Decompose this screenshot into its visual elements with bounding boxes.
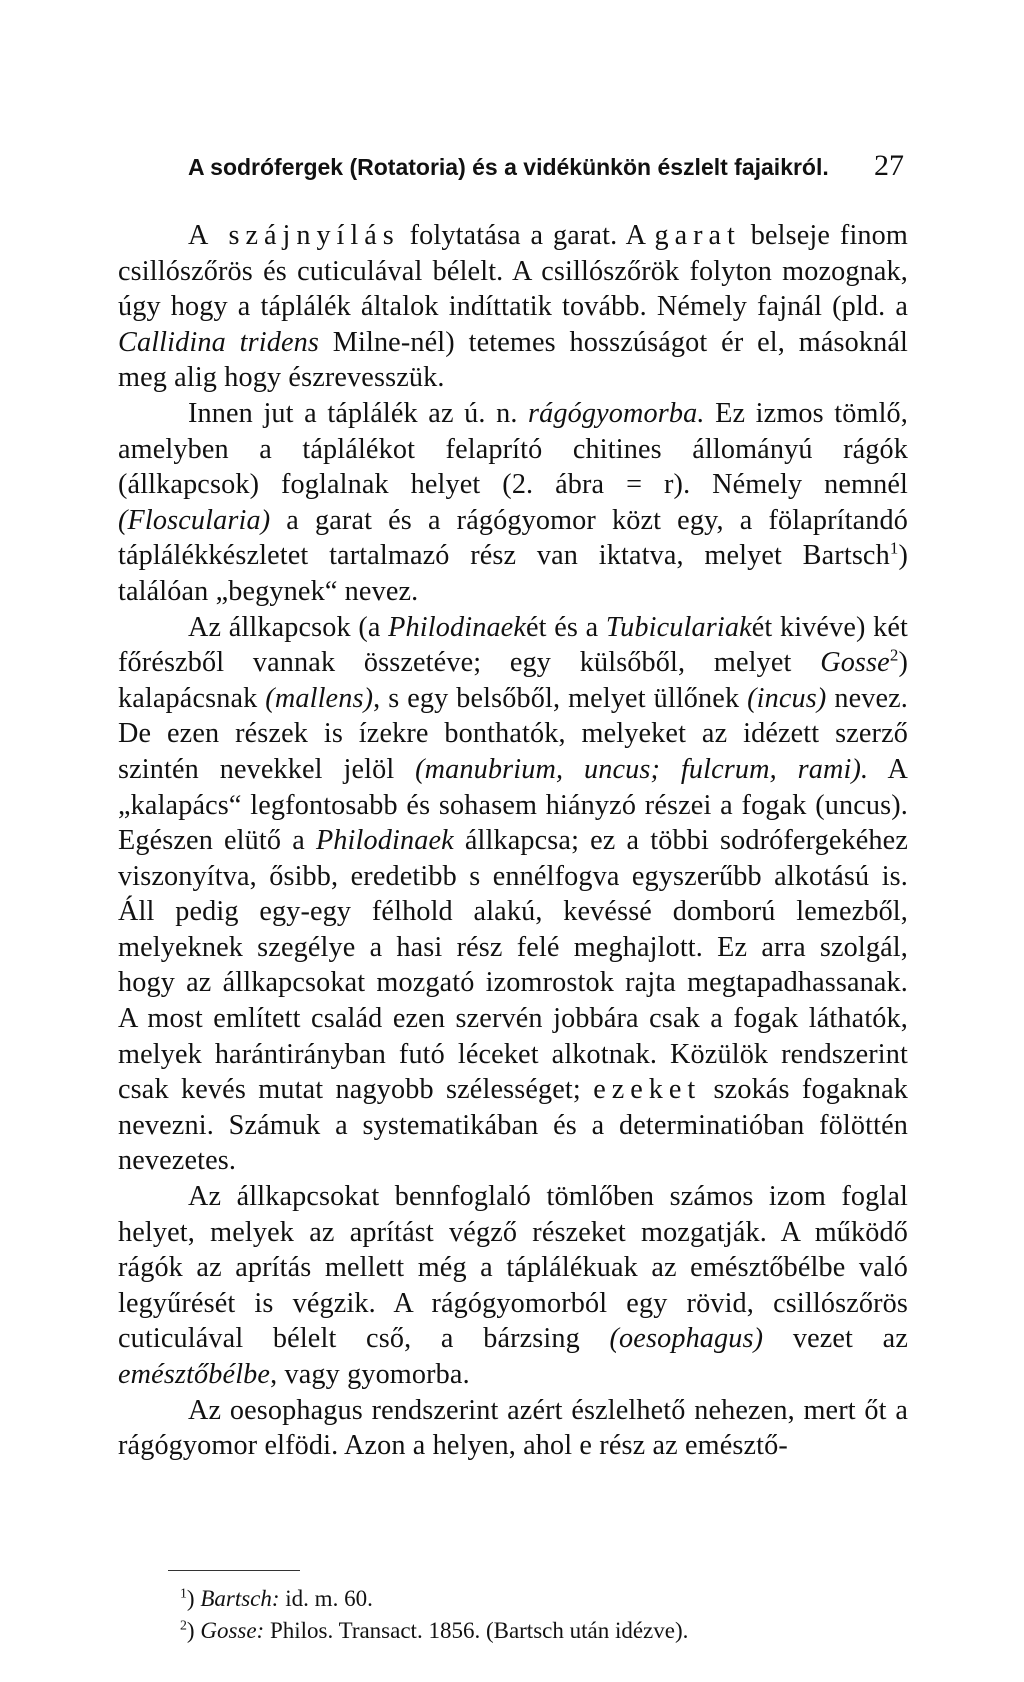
text-run: Philodinaek <box>315 825 454 857</box>
text-run: , vagy gyomorba. <box>270 1359 470 1390</box>
body-text <box>118 218 908 1464</box>
text-run: id. m. 60. <box>279 1586 373 1611</box>
text-run: A „kalapács“ legfontosabb és sohasem hiányzó részei a fogak (uncus). Egészen elütő a <box>118 753 908 857</box>
page-number: 27 <box>874 149 904 182</box>
text-run: vezet az <box>763 1323 908 1355</box>
text-run: Ez izmos tömlő, amelyben a táplálékot felaprító chitines állományú rágók (állkapcsok) foglalnak helyet (2. ábra = r). Némely nemnél <box>118 397 908 501</box>
text-run: (mallens) <box>265 682 374 714</box>
text-run: Az állkapcsokat bennfoglaló tömlőben számos izom foglal helyet, melyek az aprítást végző részeket mozgatják. A működő rágók az aprítás mellett még a táplálékuak az emésztőbélbe való legyűrését is végzik. A rágógyomorból egy rövid, csillószőrös cuticulával bélelt cső, a bárzsing <box>118 1181 908 1355</box>
text-run: garat <box>654 220 741 251</box>
paragraph <box>118 610 908 1180</box>
text-run: szokás fogaknak nevezni. Számuk a systematikában és a determinatióban fölöttén nevezetes. <box>118 1074 908 1177</box>
text-run: Az oesophagus rendszerint azért észlelhető nehezen, mert őt a rágógyomor elfödi. Azon a helyen, ahol e rész az emésztő- <box>118 1394 908 1462</box>
text-run: a garat és a rágógyomor közt egy, a fölaprítandó táplálékkészletet tartalmazó rész van iktatva, melyet Bartsch <box>118 504 908 572</box>
text-run: ) találóan „begynek“ nevez. <box>118 540 908 607</box>
paragraph <box>118 1393 908 1464</box>
text-run: Innen jut a táplálék az ú. n. <box>188 397 529 429</box>
text-run: Philos. Transact. 1856. (Bartsch után idézve). <box>264 1618 689 1643</box>
text-run: ) kalapácsnak <box>118 647 908 714</box>
footnote-ref: 1 <box>180 1585 187 1601</box>
text-run: Philodinaek <box>388 611 527 643</box>
text-run: , s egy belsőből, melyet üllőnek <box>373 682 748 714</box>
text-run: Az állkapcsok (a <box>188 611 389 643</box>
text-run: Gosse <box>820 647 890 679</box>
paragraph <box>118 1179 908 1393</box>
text-run: nevez. De ezen részek is ízekre bonthatók, melyeket az idézett szerző szintén nevekkel jelöl <box>118 682 909 785</box>
running-title: A sodrófergek (Rotatoria) és a vidékünkön észlelt fajaikról. <box>188 154 829 180</box>
text-run: A szájnyílás <box>188 220 400 251</box>
text-run: Gosse: <box>200 1618 265 1643</box>
text-run: (manubrium, uncus; fulcrum, rami). <box>415 753 869 785</box>
paragraph <box>118 396 908 610</box>
running-header <box>188 148 904 185</box>
text-run: Tubiculariak <box>605 611 752 643</box>
footnote-ref: 2 <box>889 645 899 665</box>
text-run: rágógyomorba. <box>528 397 705 429</box>
text-run: folytatása a garat. A <box>399 220 655 251</box>
text-run: ét kivéve) két főrészből vannak összetéve; egy külsőből, melyet <box>118 611 908 679</box>
text-run: emésztőbélbe <box>118 1359 271 1390</box>
text-run: ) <box>186 1618 201 1643</box>
text-run: Bartsch: <box>200 1586 280 1611</box>
text-run: (oesophagus) <box>609 1323 764 1355</box>
text-run: állkapcsa; ez a többi sodrófergekéhez viszonyítva, ősibb, eredetibb s ennélfogva egyszerűbb alkotású is. Áll pedig egy-egy félhold alakú, kevéssé domború lemezből, melyeknek szegélye a hasi rész felé meghajlott. Ez arra szolgál, hogy az állkapcsokat mozgató izomrostok rajta megtapadhassanak. A most említett család ezen szervén jobbára csak a fogak láthatók, melyek harántirányban futó léceket alkotnak. Közülök rendszerint csak kevés mutat nagyobb szélességet; <box>118 825 908 1106</box>
footnote-ref: 2 <box>180 1617 187 1633</box>
text-run: Milne-nél) tetemes hosszúságot ér el, másoknál meg alig hogy észrevesszük. <box>118 326 908 394</box>
footnote-ref: 1 <box>889 538 899 558</box>
text-run: (Floscularia) <box>118 504 271 536</box>
text-run: (incus) <box>747 682 827 714</box>
text-run: ) <box>186 1586 201 1611</box>
text-run: Callidina tridens <box>118 326 319 358</box>
paragraph <box>118 218 908 396</box>
text-run: belseje finom csillószőrös és cuticulával bélelt. A csillószőrök folyton mozognak, úgy hogy a táplálék általok indíttatik tovább. Némely fajnál (pld. a <box>118 220 908 323</box>
text-run: ezeket <box>593 1074 702 1106</box>
text-run: ét és a <box>526 611 606 643</box>
